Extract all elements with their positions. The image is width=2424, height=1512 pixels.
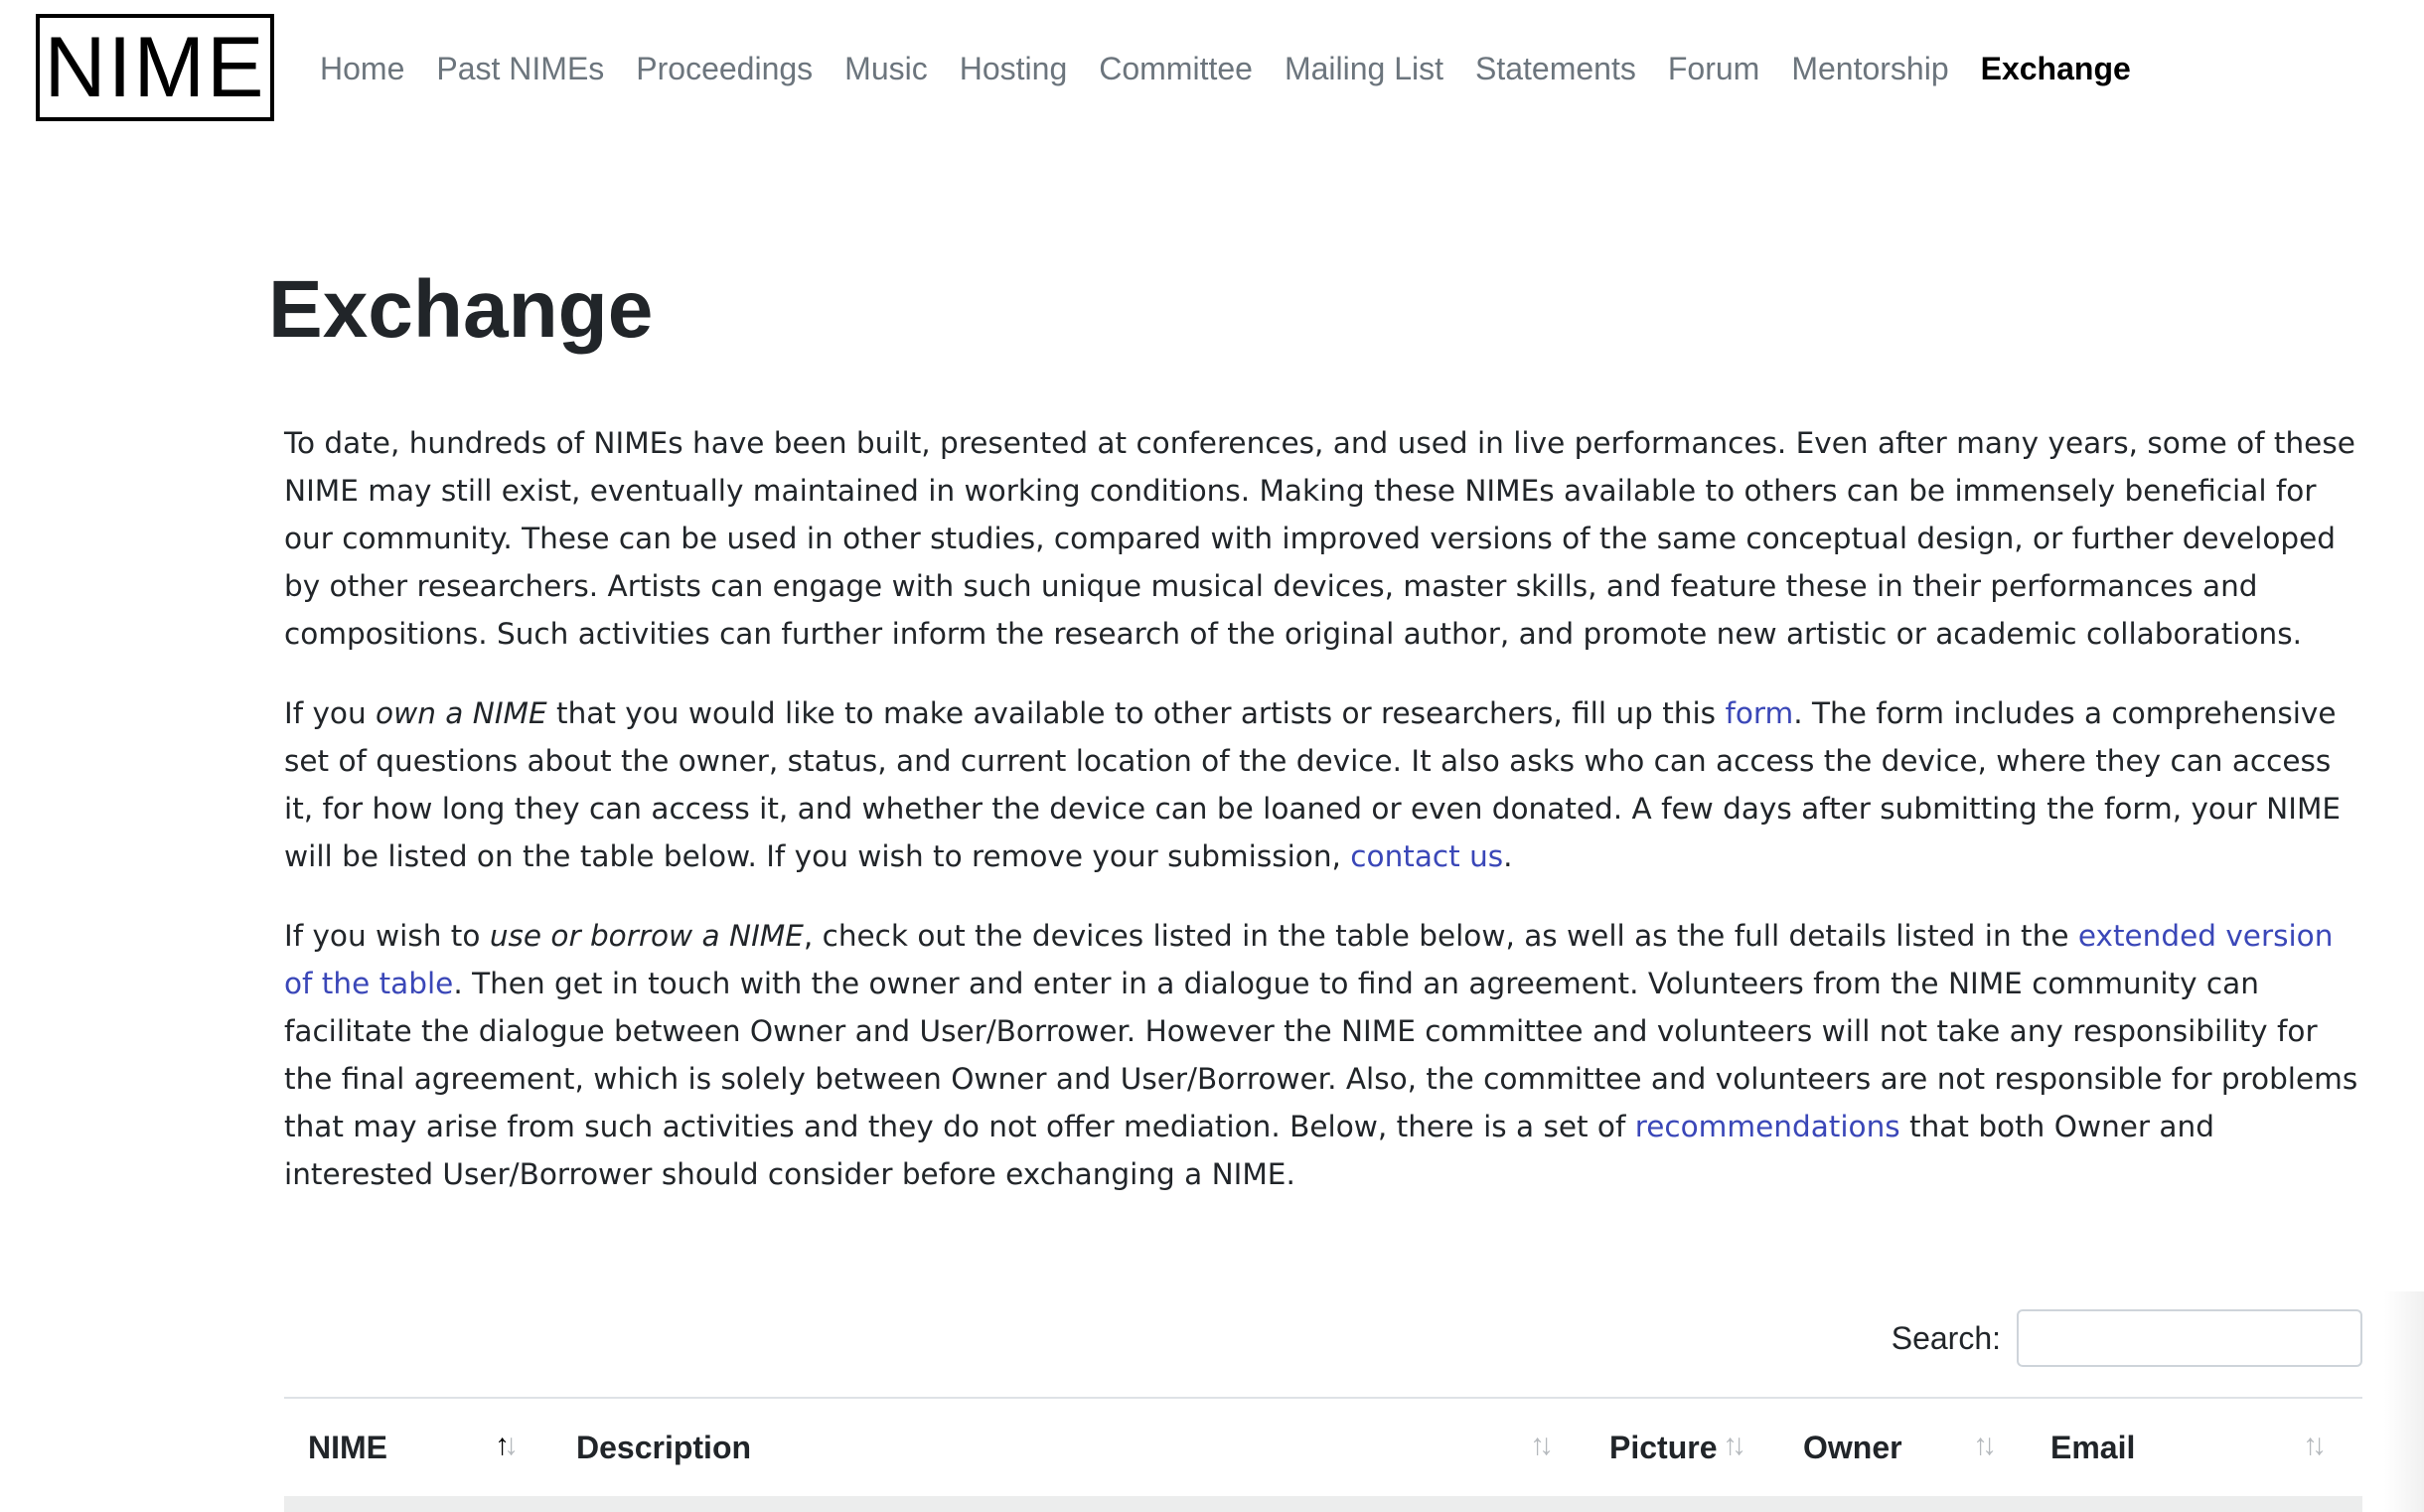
p2-text-d: .: [1503, 839, 1513, 873]
intro-paragraph-2: [284, 689, 2366, 880]
p3-text-b: , check out the devices listed in the table below, as well as the full details listed in the: [803, 919, 2078, 953]
scroll-edge-shadow: [2384, 1291, 2424, 1512]
sort-icon[interactable]: ↑↓: [1723, 1429, 1741, 1461]
nav-link-committee[interactable]: Committee: [1099, 51, 1253, 86]
column-header-description[interactable]: [576, 1399, 1272, 1496]
nime-table: [284, 1397, 2362, 1512]
column-header-picture-label: Picture: [1609, 1429, 1718, 1465]
p2-text-a: If you: [284, 696, 377, 730]
table-row[interactable]: [284, 1496, 2362, 1512]
table-header: [284, 1397, 2362, 1496]
nav-link-exchange[interactable]: Exchange: [1980, 51, 2131, 86]
column-header-email[interactable]: [2050, 1399, 2249, 1496]
nav-link-statements[interactable]: Statements: [1475, 51, 1636, 86]
column-header-owner[interactable]: [1803, 1399, 1982, 1496]
p2-text-c: . The form includes a comprehensive set of questions about the owner, status, and current location of the device. It also asks who can access the device, where they can access it, for how long they can access it, and whether the device can be loaned or even donated. A few days after submitting the form, your NIME will be listed on the table below. If you wish to remove your submission,: [284, 696, 2342, 873]
column-header-picture[interactable]: [1609, 1399, 1729, 1496]
p2-emphasis: own a NIME: [376, 696, 547, 730]
column-header-description-label: Description: [576, 1429, 752, 1465]
sort-asc-icon[interactable]: ↑↓: [495, 1429, 513, 1461]
p2-text-b: that you would like to make available to other artists or researchers, fill up this: [546, 696, 1726, 730]
p3-text-d: that both Owner and interested User/Borrower should consider before exchanging a NIME.: [284, 1110, 2214, 1191]
search-input[interactable]: [2017, 1309, 2362, 1367]
column-header-nime-label: NIME: [308, 1429, 387, 1465]
nav-link-mailing-list[interactable]: Mailing List: [1284, 51, 1443, 86]
nav-link-home[interactable]: Home: [320, 51, 405, 86]
intro-paragraph-1: To date, hundreds of NIMEs have been built, presented at conferences, and used in live performances. Even after many years, some of these NIME may still exist, eventually maintained in working conditions. Making these NIMEs available to others can be immensely beneficial for our community. These can be used in other studies, compared with improved versions of the same conceptual design, or further developed by other researchers. Artists can engage with such unique musical devices, master skills, and feature these in their performances and compositions. Such activities can further inform the research of the original author, and promote new artistic or academic collaborations.: [284, 426, 2355, 651]
page-title: Exchange: [268, 264, 654, 355]
nav-link-forum[interactable]: Forum: [1667, 51, 1760, 86]
column-header-email-label: Email: [2050, 1429, 2136, 1465]
recommendations-link[interactable]: recommendations: [1634, 1110, 1900, 1143]
nav-link-proceedings[interactable]: Proceedings: [636, 51, 814, 86]
extended-table-link[interactable]: extended version of the table: [284, 919, 2334, 1000]
nav-link-hosting[interactable]: Hosting: [959, 51, 1068, 86]
intro-paragraph-3: [284, 912, 2366, 1198]
p3-text-a: If you wish to: [284, 919, 490, 953]
contact-us-link[interactable]: contact us: [1350, 839, 1504, 873]
sort-icon[interactable]: ↑↓: [1973, 1429, 1991, 1461]
intro-content: [284, 419, 2366, 1230]
nav-link-past-nimes[interactable]: Past NIMEs: [436, 51, 605, 86]
p3-emphasis: use or borrow a NIME: [489, 919, 804, 953]
table-search: [1788, 1307, 2362, 1369]
column-header-owner-label: Owner: [1803, 1429, 1902, 1465]
column-header-nime[interactable]: [308, 1399, 566, 1496]
sort-icon[interactable]: ↑↓: [2303, 1429, 2321, 1461]
search-label: Search:: [1891, 1319, 2001, 1356]
navbar: [0, 0, 2424, 139]
sort-icon[interactable]: ↑↓: [1530, 1429, 1548, 1461]
p3-text-c: . Then get in touch with the owner and enter in a dialogue to find an agreement. Volunteers from the NIME community can facilitate the dialogue between Owner and User/Borrower. However the NIME committee and volunteers will not take any responsibility for the final agreement, which is solely between Owner and User/Borrower. Also, the committee and volunteers are not responsible for problems that may arise from such activities and they do not offer mediation. Below, there is a set of: [284, 967, 2358, 1143]
nime-logo[interactable]: NIME: [36, 14, 274, 121]
form-link[interactable]: form: [1725, 696, 1794, 730]
nav-link-music[interactable]: Music: [844, 51, 928, 86]
nav-links: [304, 44, 2147, 93]
nav-link-mentorship[interactable]: Mentorship: [1791, 51, 1949, 86]
